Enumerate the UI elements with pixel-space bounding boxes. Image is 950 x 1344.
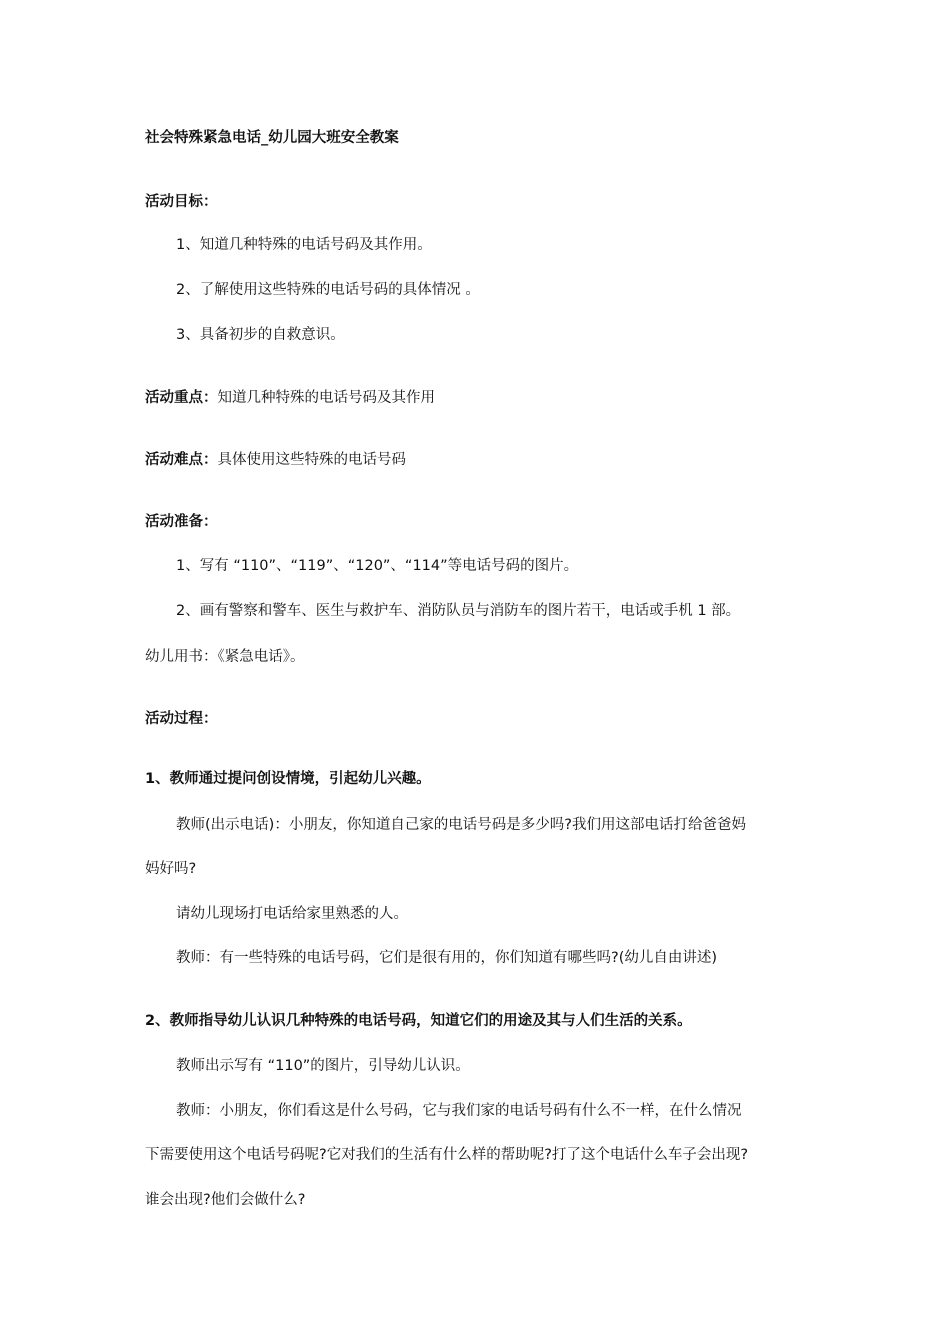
process-heading: 活动过程： xyxy=(145,711,218,727)
step1-paragraph-1-line-1: 教师(出示电话)：小朋友，你知道自己家的电话号码是多少吗?我们用这部电话打给爸爸妈 xyxy=(176,817,747,833)
key-point-text: 知道几种特殊的电话号码及其作用 xyxy=(217,390,435,406)
step1-paragraph-3: 教师：有一些特殊的电话号码，它们是很有用的，你们知道有哪些吗?(幼儿自由讲述) xyxy=(176,950,718,966)
step1-paragraph-1-line-2: 妈好吗? xyxy=(145,861,197,877)
step2-paragraph-2-line-1: 教师：小朋友，你们看这是什么号码，它与我们家的电话号码有什么不一样，在什么情况 xyxy=(176,1103,742,1119)
key-point-label: 活动重点： xyxy=(145,390,218,406)
goal-item-3: 3、具备初步的自救意识。 xyxy=(176,327,345,343)
step2-paragraph-2-line-3: 谁会出现?他们会做什么? xyxy=(145,1192,306,1208)
difficulty-line xyxy=(145,450,406,470)
goal-item-2: 2、了解使用这些特殊的电话号码的具体情况 。 xyxy=(176,282,480,298)
difficulty-label: 活动难点： xyxy=(145,452,218,468)
preparation-heading: 活动准备： xyxy=(145,514,218,530)
step2-paragraph-1: 教师出示写有 “110”的图片，引导幼儿认识。 xyxy=(176,1058,470,1074)
preparation-book: 幼儿用书：《紧急电话》。 xyxy=(145,649,305,665)
step1-title: 1、教师通过提问创设情境，引起幼儿兴趣。 xyxy=(145,771,431,787)
key-point-line xyxy=(145,388,435,408)
goal-item-1: 1、知道几种特殊的电话号码及其作用。 xyxy=(176,237,432,253)
preparation-item-2: 2、画有警察和警车、医生与救护车、消防队员与消防车的图片若干，电话或手机 1 部。 xyxy=(176,603,741,619)
step2-title: 2、教师指导幼儿认识几种特殊的电话号码，知道它们的用途及其与人们生活的关系。 xyxy=(145,1013,692,1029)
goals-heading: 活动目标： xyxy=(145,194,218,210)
preparation-item-1: 1、写有 “110”、“119”、“120”、“114”等电话号码的图片。 xyxy=(176,558,579,574)
difficulty-text: 具体使用这些特殊的电话号码 xyxy=(217,452,406,468)
step1-paragraph-2: 请幼儿现场打电话给家里熟悉的人。 xyxy=(176,906,408,922)
step2-paragraph-2-line-2: 下需要使用这个电话号码呢?它对我们的生活有什么样的帮助呢?打了这个电话什么车子会出现? xyxy=(145,1147,749,1163)
document-title: 社会特殊紧急电话_幼儿园大班安全教案 xyxy=(145,130,399,146)
